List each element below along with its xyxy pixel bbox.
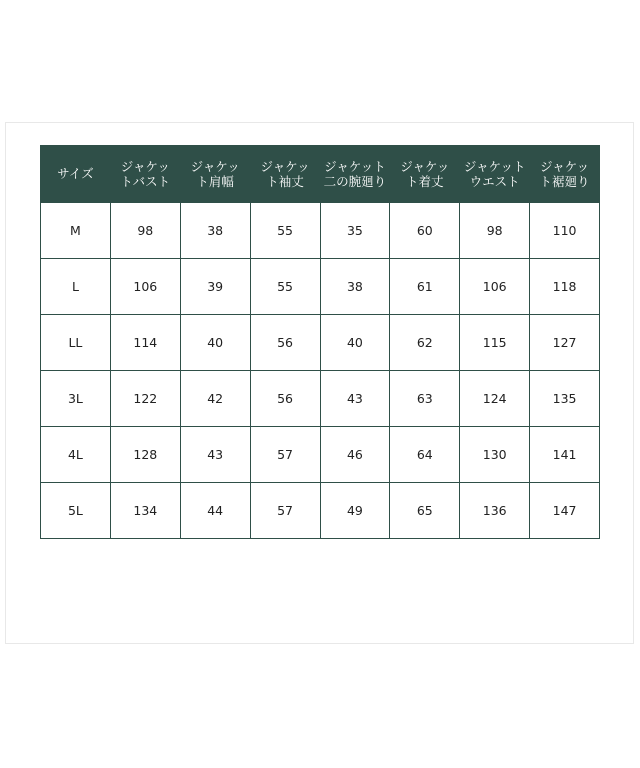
- size-cell: L: [41, 259, 111, 315]
- table-cell: 38: [320, 259, 390, 315]
- table-cell: 64: [390, 427, 460, 483]
- size-cell: LL: [41, 315, 111, 371]
- header-hem-line2: ト裾廻り: [539, 173, 590, 189]
- table-row: [41, 483, 600, 539]
- header-sleeve-line2: ト袖丈: [266, 173, 304, 189]
- table-cell: 42: [180, 371, 250, 427]
- table-row: [41, 427, 600, 483]
- table-row: [41, 203, 600, 259]
- header-sleeve-line1: ジャケッ: [260, 158, 310, 174]
- table-cell: 65: [390, 483, 460, 539]
- table-cell: 57: [250, 483, 320, 539]
- header-shoulder-line1: ジャケッ: [190, 158, 240, 174]
- table-cell: 98: [110, 203, 180, 259]
- table-cell: 127: [530, 315, 600, 371]
- table-cell: 55: [250, 203, 320, 259]
- table-row: [41, 259, 600, 315]
- table-cell: 40: [180, 315, 250, 371]
- size-cell: 4L: [41, 427, 111, 483]
- size-chart-table: [40, 145, 600, 539]
- table-cell: 49: [320, 483, 390, 539]
- header-upper-arm: [320, 145, 390, 203]
- header-length: [390, 145, 460, 203]
- size-cell: M: [41, 203, 111, 259]
- header-upper-arm-line1: ジャケット: [324, 158, 386, 174]
- header-length-line2: ト着丈: [406, 173, 444, 189]
- header-bust: [110, 145, 180, 203]
- header-waist-line1: ジャケット: [463, 158, 526, 174]
- header-size: [41, 145, 111, 203]
- table-cell: 106: [110, 259, 180, 315]
- table-row: [41, 371, 600, 427]
- table-cell: 114: [110, 315, 180, 371]
- table-cell: 115: [460, 315, 530, 371]
- table-cell: 38: [180, 203, 250, 259]
- table-cell: 124: [460, 371, 530, 427]
- table-cell: 106: [460, 259, 530, 315]
- header-hem: [530, 145, 600, 203]
- table-cell: 62: [390, 315, 460, 371]
- header-bust-line2: トバスト: [120, 173, 171, 189]
- header-shoulder: [180, 145, 250, 203]
- header-hem-line1: ジャケッ: [539, 158, 590, 174]
- size-cell: 5L: [41, 483, 111, 539]
- size-cell: 3L: [41, 371, 111, 427]
- table-cell: 130: [460, 427, 530, 483]
- table-cell: 57: [250, 427, 320, 483]
- header-waist-line2: ウエスト: [469, 173, 520, 189]
- header-waist: [460, 145, 530, 203]
- header-row: [41, 145, 600, 203]
- table-cell: 128: [110, 427, 180, 483]
- table-cell: 135: [530, 371, 600, 427]
- table-cell: 60: [390, 203, 460, 259]
- table-cell: 43: [320, 371, 390, 427]
- header-length-line1: ジャケッ: [400, 158, 450, 174]
- header-bust-line1: ジャケッ: [120, 158, 170, 174]
- table-cell: 44: [180, 483, 250, 539]
- table-cell: 39: [180, 259, 250, 315]
- table-cell: 40: [320, 315, 390, 371]
- table-cell: 56: [250, 371, 320, 427]
- header-size-line1: サイズ: [57, 166, 94, 181]
- table-cell: 63: [390, 371, 460, 427]
- table-cell: 43: [180, 427, 250, 483]
- table-cell: 147: [530, 483, 600, 539]
- header-shoulder-line2: ト肩幅: [196, 173, 234, 189]
- table-row: [41, 315, 600, 371]
- table-cell: 98: [460, 203, 530, 259]
- table-cell: 35: [320, 203, 390, 259]
- table-cell: 55: [250, 259, 320, 315]
- table-cell: 118: [530, 259, 600, 315]
- table-cell: 122: [110, 371, 180, 427]
- table-cell: 61: [390, 259, 460, 315]
- table-cell: 141: [530, 427, 600, 483]
- table-cell: 134: [110, 483, 180, 539]
- table-cell: 136: [460, 483, 530, 539]
- header-sleeve: [250, 145, 320, 203]
- table-cell: 56: [250, 315, 320, 371]
- table-cell: 110: [530, 203, 600, 259]
- header-upper-arm-line2: 二の腕廻り: [323, 173, 387, 189]
- table-cell: 46: [320, 427, 390, 483]
